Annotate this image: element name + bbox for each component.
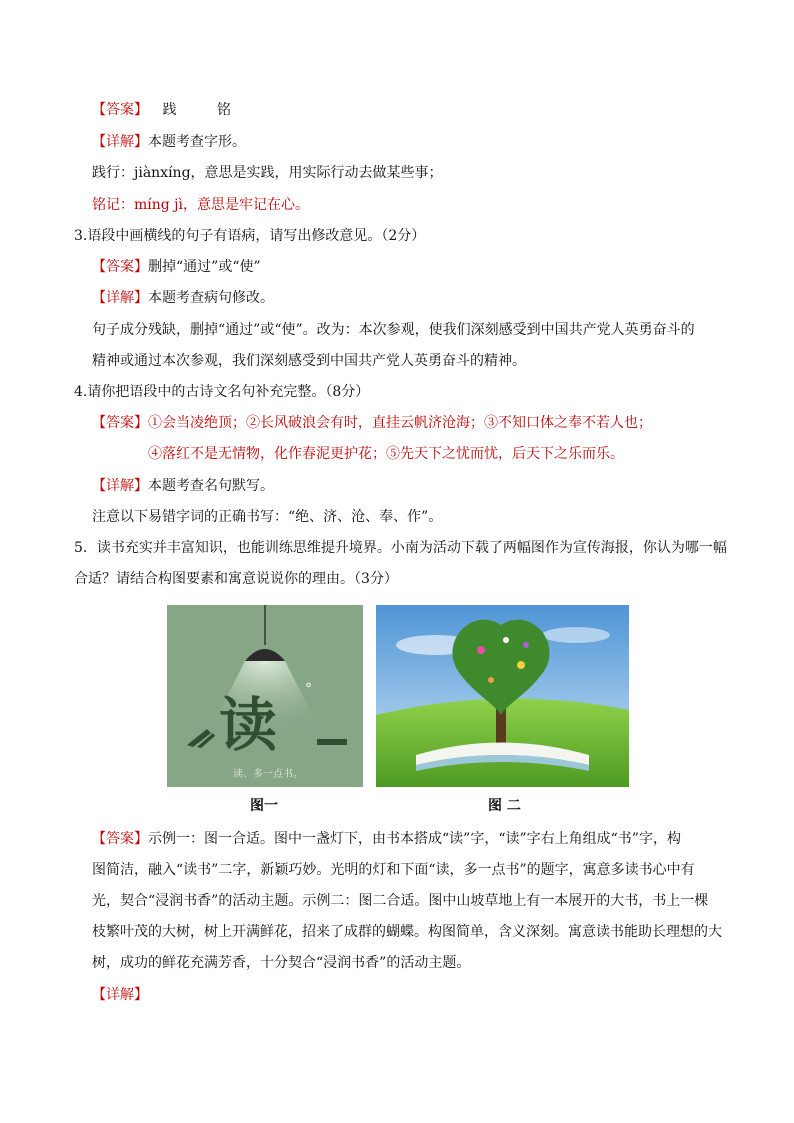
question-title: 4.请你把语段中的古诗文名句补充完整。（8分） xyxy=(74,384,370,400)
detail-tag: 【详解】 xyxy=(92,290,148,306)
answer-line xyxy=(92,413,652,433)
svg-text:°: ° xyxy=(305,681,312,697)
answer-text: 删掉“通过”或“使” xyxy=(148,259,261,275)
answer-text: ①会当凌绝顶；②长风破浪会有时，直挂云帆济沧海；③不知口体之奉不若人也； xyxy=(148,415,652,431)
answer-line: ④落红不是无情物，化作春泥更护花；⑤先天下之忧而忧，后天下之乐而乐。 xyxy=(148,446,624,462)
answer-tag: 【答案】 xyxy=(92,415,148,431)
tree-book-illustration xyxy=(376,605,629,787)
detail-tag: 【详解】 xyxy=(92,478,148,494)
lamp-reading-illustration xyxy=(167,605,363,787)
answer-tag: 【答案】 xyxy=(92,259,148,275)
answer-line: 图简洁，融入“读书”二字，新颖巧妙。光明的灯和下面“读，多一点书”的题字，寓意多读书心中有 xyxy=(92,862,695,878)
figure-one-caption: 图一 xyxy=(250,798,278,814)
explain-line: 句子成分残缺，删掉“通过”或“使”。改为：本次参观，使我们深刻感受到中国共产党人英勇奋斗的 xyxy=(92,322,695,338)
explain-line: 践行：jiànxíng，意思是实践，用实际行动去做某些事； xyxy=(92,165,443,181)
answer-tag: 【答案】 xyxy=(92,102,148,118)
detail-text: 本题考查名句默写。 xyxy=(148,478,274,494)
question-title: 5．读书充实并丰富知识，也能训练思维提升境界。小南为活动下载了两幅图作为宣传海报，你认为哪一幅 xyxy=(74,540,727,556)
detail-line xyxy=(92,476,274,496)
detail-tag: 【详解】 xyxy=(92,134,148,150)
figure-one-text: 读、多一点书。 xyxy=(233,769,303,780)
figure-two xyxy=(376,605,629,787)
answer-line: 枝繁叶茂的大树，树上开满鲜花，招来了成群的蝴蝶。构图简单，含义深刻。寓意读书能助长理想的大 xyxy=(92,924,722,940)
answer-line: 光，契合“浸润书香”的活动主题。示例二：图二合适。图中山坡草地上有一本展开的大书，书上一棵 xyxy=(92,893,709,909)
explain-line: 精神或通过本次参观，我们深刻感受到中国共产党人英勇奋斗的精神。 xyxy=(92,353,526,369)
svg-text:读: 读 xyxy=(219,691,278,759)
figure-one xyxy=(167,605,363,787)
detail-line xyxy=(92,985,148,1005)
answer-line xyxy=(92,100,231,120)
answer-text: 示例一：图一合适。图中一盏灯下，由书本搭成“读”字，“读”字右上角组成“书”字，构 xyxy=(148,831,681,847)
question-title: 3.语段中画横线的句子有语病，请写出修改意见。（2分） xyxy=(74,228,426,244)
detail-tag: 【详解】 xyxy=(92,987,148,1003)
answer-line: 树，成功的鲜花充满芳香，十分契合“浸润书香”的活动主题。 xyxy=(92,955,471,971)
detail-line xyxy=(92,288,274,308)
answer-char: 践 xyxy=(162,102,177,118)
answer-line xyxy=(92,829,681,849)
answer-char: 铭 xyxy=(216,102,231,118)
explain-line: 注意以下易错字词的正确书写：“绝、济、沧、奉、作”。 xyxy=(92,509,443,525)
question-title: 合适？请结合构图要素和寓意说说你的理由。（3分） xyxy=(74,571,398,587)
figure-two-caption: 图 二 xyxy=(488,798,521,814)
detail-line xyxy=(92,132,246,152)
answer-line xyxy=(92,257,261,277)
detail-text: 本题考查病句修改。 xyxy=(148,290,274,306)
detail-text: 本题考查字形。 xyxy=(148,134,246,150)
answer-tag: 【答案】 xyxy=(92,831,148,847)
explain-line: 铭记：míng jì，意思是牢记在心。 xyxy=(92,197,309,213)
